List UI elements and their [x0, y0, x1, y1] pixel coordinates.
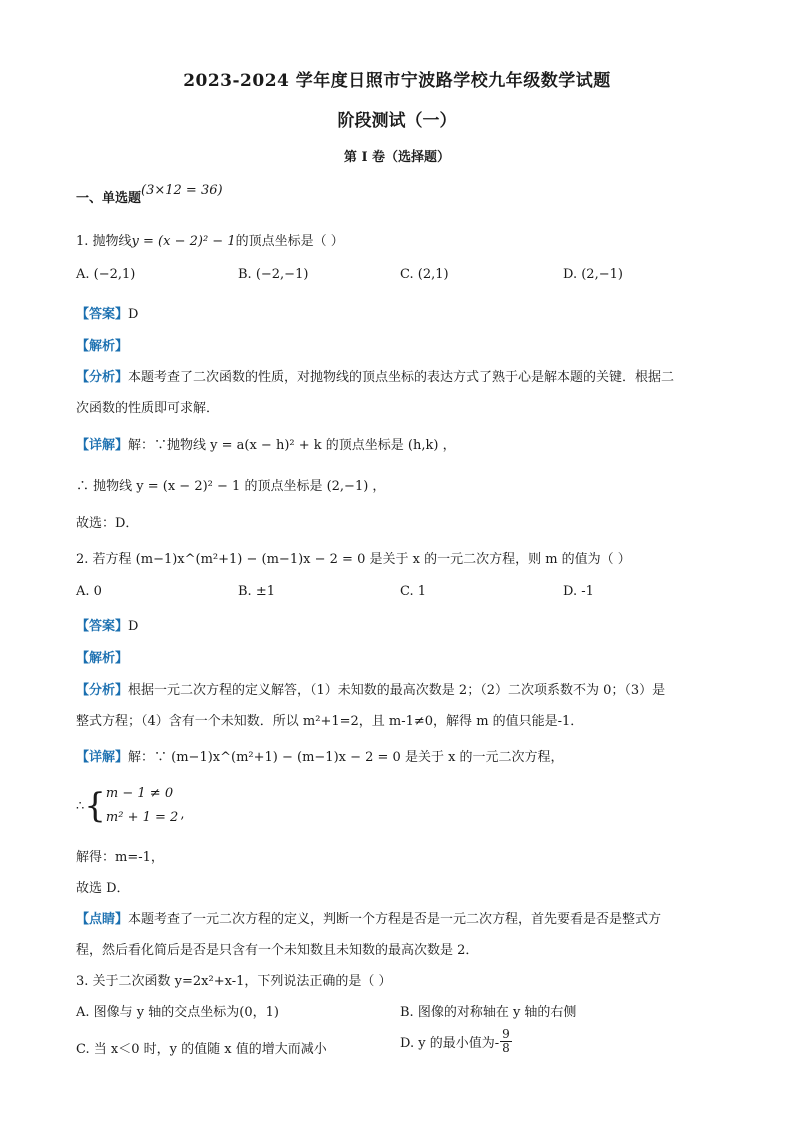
q3-option-c: C. 当 x＜0 时，y 的值随 x 值的增大而减小	[76, 1042, 327, 1057]
fraction-denominator: 8	[502, 1041, 510, 1055]
q1-conclusion: 故选：D．	[76, 516, 139, 531]
q1-answer	[76, 303, 138, 322]
volume-heading: 第 I 卷（选择题）	[343, 150, 451, 165]
q2-dianjing-line2: 程，然后看化简后是否是只含有一个未知数且未知数的最高次数是 2．	[76, 943, 479, 958]
q1-option-b: B. (−2,−1)	[238, 267, 309, 282]
fraction-numerator: 9	[502, 1027, 510, 1041]
detail-tag: 【详解】	[76, 750, 129, 765]
q1-option-d: D. (2,−1)	[563, 267, 623, 282]
q2-analysis-tag: 【解析】	[76, 651, 129, 666]
q1-analysis-tag: 【解析】	[76, 339, 129, 354]
q2-detail-text1: 解：∵ (m−1)x^(m²+1) − (m−1)x − 2 = 0 是关于 x 的一元二次方程，	[128, 750, 564, 765]
q2-option-b: B. ±1	[238, 584, 275, 599]
fenxi-tag: 【分析】	[76, 683, 129, 698]
q1-detail-text1: 解：∵抛物线 y = a(x − h)² + k 的顶点坐标是 (h,k) ，	[128, 438, 456, 453]
section-points: (3×12 = 36)	[141, 183, 223, 198]
q2-fenxi-text1: 根据一元二次方程的定义解答，（1）未知数的最高次数是 2；（2）二次项系数不为 0；（3）是	[128, 683, 666, 698]
q1-answer-value: D	[128, 307, 139, 322]
q1-detail-line2: ∴ 抛物线 y = (x − 2)² − 1 的顶点坐标是 (2,−1) ，	[76, 479, 386, 494]
q2-dianjing-text1: 本题考查了一元二次方程的定义，判断一个方程是否是一元二次方程，首先要看是否是整式方	[128, 912, 662, 927]
system-comma: ,	[180, 806, 185, 822]
q1-formula: y = (x − 2)² − 1	[131, 234, 236, 249]
q2-option-d: D. -1	[563, 584, 594, 599]
q2-option-c: C. 1	[400, 584, 427, 599]
q2-option-a: A. 0	[76, 584, 102, 599]
q3-option-b: B. 图像的对称轴在 y 轴的右侧	[400, 1005, 577, 1020]
q1-stem-suffix: 的顶点坐标是（ ）	[235, 234, 344, 249]
q1-option-c: C. (2,1)	[400, 267, 449, 282]
q2-answer-value: D	[128, 619, 139, 634]
q3-option-d-prefix: D. y 的最小值为-	[400, 1036, 500, 1051]
q3-option-d	[400, 1028, 513, 1055]
answer-tag: 【答案】	[76, 307, 129, 322]
q2-conclusion: 故选 D．	[76, 881, 130, 896]
section-label: 一、单选题	[76, 191, 142, 206]
q2-fenxi-line1	[76, 679, 665, 698]
detail-tag: 【详解】	[76, 438, 129, 453]
q3-option-d-fraction	[500, 1028, 512, 1055]
q1-detail-line1	[76, 434, 456, 453]
q2-solve: 解得：m=-1，	[76, 850, 164, 865]
dianjing-tag: 【点睛】	[76, 912, 129, 927]
q2-fenxi-line2: 整式方程；（4）含有一个未知数．所以 m²+1=2，且 m-1≠0，解得 m 的值只能是-1．	[76, 714, 584, 729]
q2-stem: 2. 若方程 (m−1)x^(m²+1) − (m−1)x − 2 = 0 是关于 x 的一元二次方程，则 m 的值为（ ）	[76, 552, 631, 567]
q1-fenxi-line2: 次函数的性质即可求解．	[76, 401, 220, 416]
exam-title: 2023-2024 学年度日照市宁波路学校九年级数学试题	[183, 71, 611, 91]
q3-option-a: A. 图像与 y 轴的交点坐标为(0，1)	[76, 1005, 279, 1020]
therefore-symbol: ∴	[76, 798, 85, 814]
brace-symbol: {	[84, 786, 106, 826]
fenxi-tag: 【分析】	[76, 370, 129, 385]
q1-stem	[76, 230, 344, 249]
q2-detail-line1	[76, 746, 564, 765]
q1-fenxi-line1	[76, 366, 674, 385]
q1-stem-prefix: 1. 抛物线	[76, 234, 132, 249]
q2-answer	[76, 615, 138, 634]
exam-subtitle: 阶段测试（一）	[337, 111, 457, 131]
q2-system-lines	[106, 782, 178, 830]
section-heading	[76, 183, 223, 206]
q1-option-a: A. (−2,1)	[76, 267, 136, 282]
q2-system	[76, 782, 184, 830]
q1-fenxi-text1: 本题考查了二次函数的性质，对抛物线的顶点坐标的表达方式了熟于心是解本题的关键．根据二	[128, 370, 675, 385]
q2-dianjing-line1	[76, 908, 661, 927]
q2-system-bottom: m² + 1 = 2	[105, 810, 179, 825]
q3-stem: 3. 关于二次函数 y=2x²+x-1，下列说法正确的是（ ）	[76, 974, 392, 989]
answer-tag: 【答案】	[76, 619, 129, 634]
q2-system-top: m − 1 ≠ 0	[105, 786, 174, 801]
